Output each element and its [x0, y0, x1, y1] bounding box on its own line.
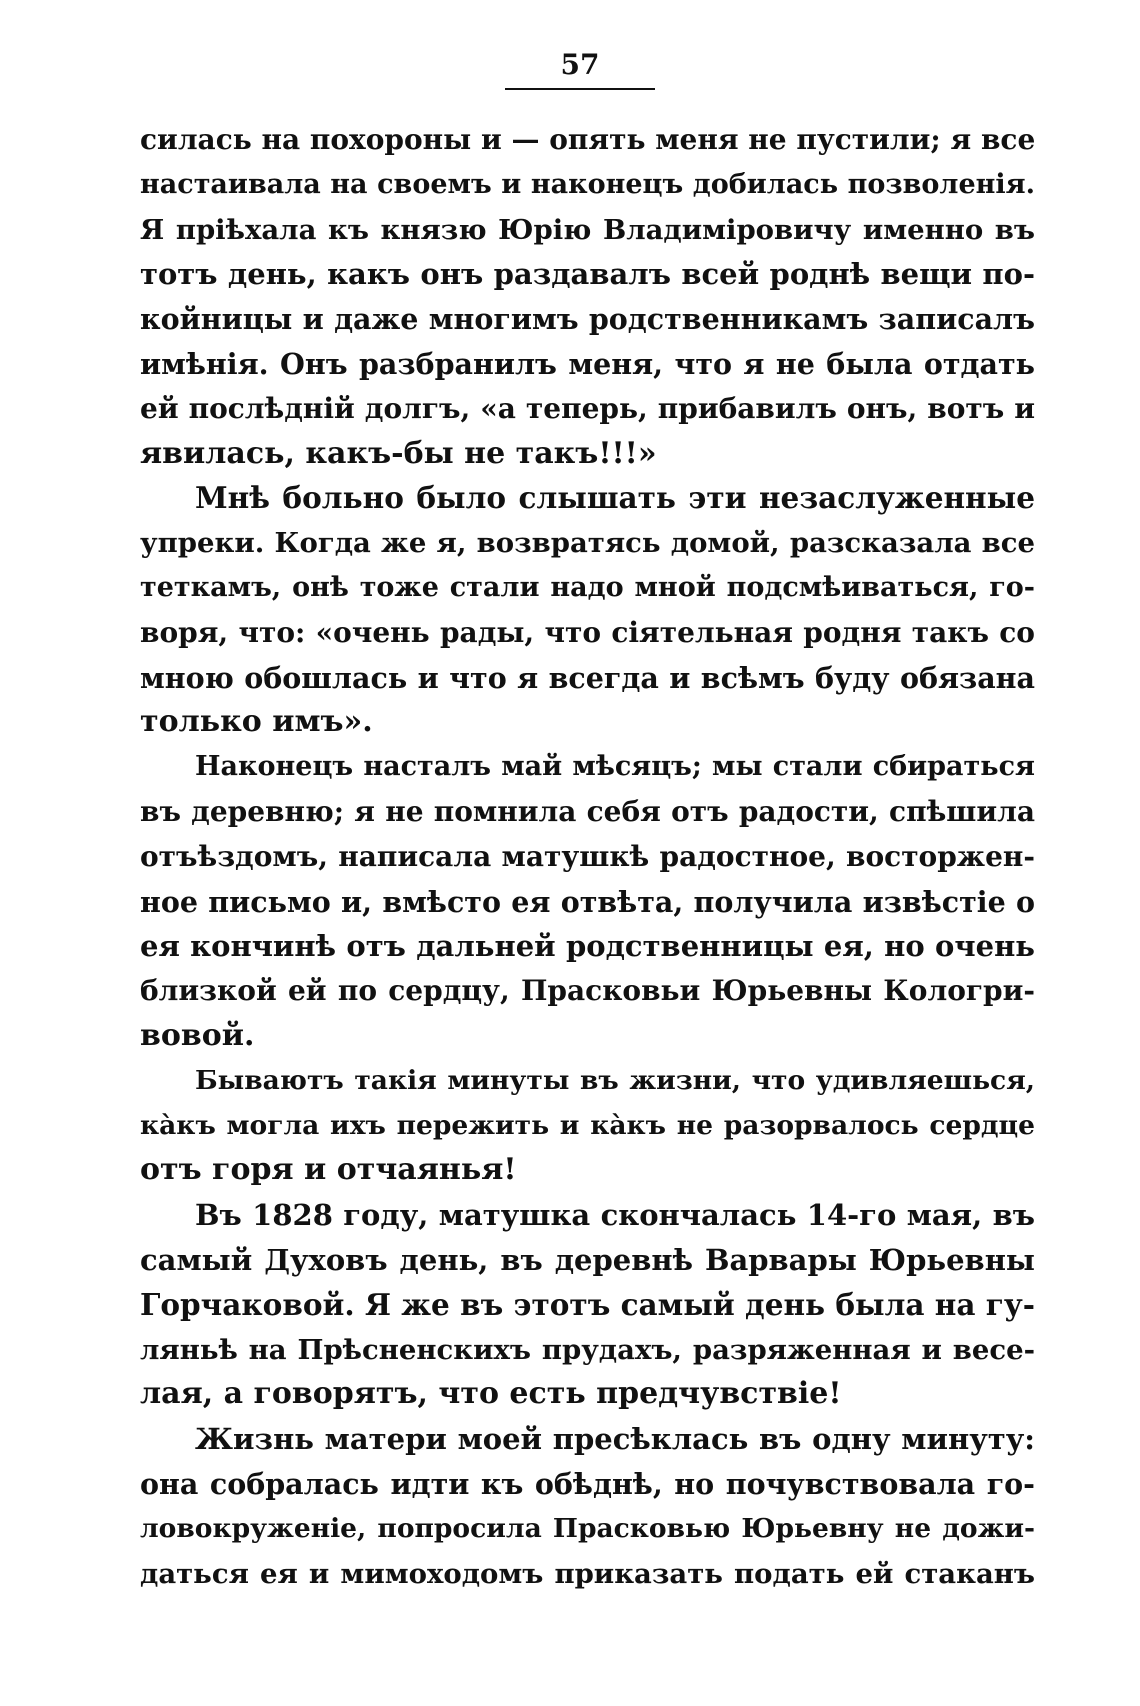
text-line: самый Духовъ день, въ деревнѣ Варвары Юрьевны [140, 1242, 1035, 1277]
text-line: отъѣздомъ, написала матушкѣ радостное, восторжен- [140, 839, 1035, 873]
text-line: кàкъ могла ихъ пережить и кàкъ не разорвалось сердце [140, 1109, 1035, 1141]
text-line: койницы и даже многимъ родственникамъ записалъ [140, 302, 1035, 337]
text-line: отъ горя и отчаянья! [140, 1152, 517, 1188]
page-number: 57 [560, 48, 600, 81]
text-line: даться ея и мимоходомъ приказать подать ей стаканъ [140, 1557, 1035, 1590]
text-line: Мнѣ больно было слышать эти незаслуженные [195, 480, 1035, 516]
text-line: въ деревню; я не помнила себя отъ радости, спѣшила [140, 794, 1035, 828]
text-line: ловокруженіе, попросила Прасковью Юрьевну не дожи- [140, 1512, 1035, 1544]
body-text [140, 118, 1035, 1596]
text-line: воря, что: «очень рады, что сіятельная родня такъ со [140, 615, 1035, 649]
text-line: теткамъ, онѣ тоже стали надо мной подсмѣиваться, го- [140, 571, 1035, 603]
text-line: Я пріѣхала къ князю Юрію Владиміровичу именно въ [140, 213, 1035, 246]
text-line: ное письмо и, вмѣсто ея отвѣта, получила извѣстіе о [140, 884, 1035, 919]
text-line: силась на похороны и — опять меня не пустили; я все [140, 123, 1036, 156]
text-line: явилась, какъ-бы не такъ!!!» [140, 435, 657, 471]
text-line: лая, а говорятъ, что есть предчувствіе! [140, 1376, 842, 1412]
text-line: имѣнія. Онъ разбранилъ меня, что я не была отдать [140, 346, 1035, 381]
text-line: ей послѣдній долгъ, «а теперь, прибавилъ онъ, вотъ и [140, 391, 1035, 425]
text-line: Бываютъ такія минуты въ жизни, что удивляешься, [195, 1064, 1035, 1096]
text-line: тотъ день, какъ онъ раздавалъ всей роднѣ вещи по- [140, 257, 1035, 292]
text-line: настаивала на своемъ и наконецъ добилась позволенія. [140, 168, 1035, 200]
text-line: она собралась идти къ обѣднѣ, но почувствовала го- [140, 1466, 1035, 1501]
text-line: упреки. Когда же я, возвратясь домой, разсказала все [140, 527, 1035, 560]
text-line: вовой. [140, 1017, 255, 1053]
text-line: Наконецъ насталъ май мѣсяцъ; мы стали сбираться [195, 751, 1035, 783]
page-number-underline [505, 88, 655, 90]
page-header [500, 50, 660, 90]
text-line: Жизнь матери моей пресѣклась въ одну минуту: [195, 1422, 1035, 1457]
text-line: мною обошлась и что я всегда и всѣмъ буду обязана [140, 660, 1035, 695]
text-line: только имъ». [140, 704, 373, 740]
text-line: ея кончинѣ отъ дальней родственницы ея, но очень [140, 929, 1035, 964]
text-line: Въ 1828 году, матушка скончалась 14-го мая, въ [195, 1198, 1035, 1233]
text-line: ляньѣ на Прѣсненскихъ прудахъ, разряженная и весе- [140, 1333, 1035, 1366]
text-line: близкой ей по сердцу, Прасковьи Юрьевны Кологри- [140, 974, 1035, 1008]
text-line: Горчаковой. Я же въ этотъ самый день была на гу- [140, 1286, 1035, 1322]
